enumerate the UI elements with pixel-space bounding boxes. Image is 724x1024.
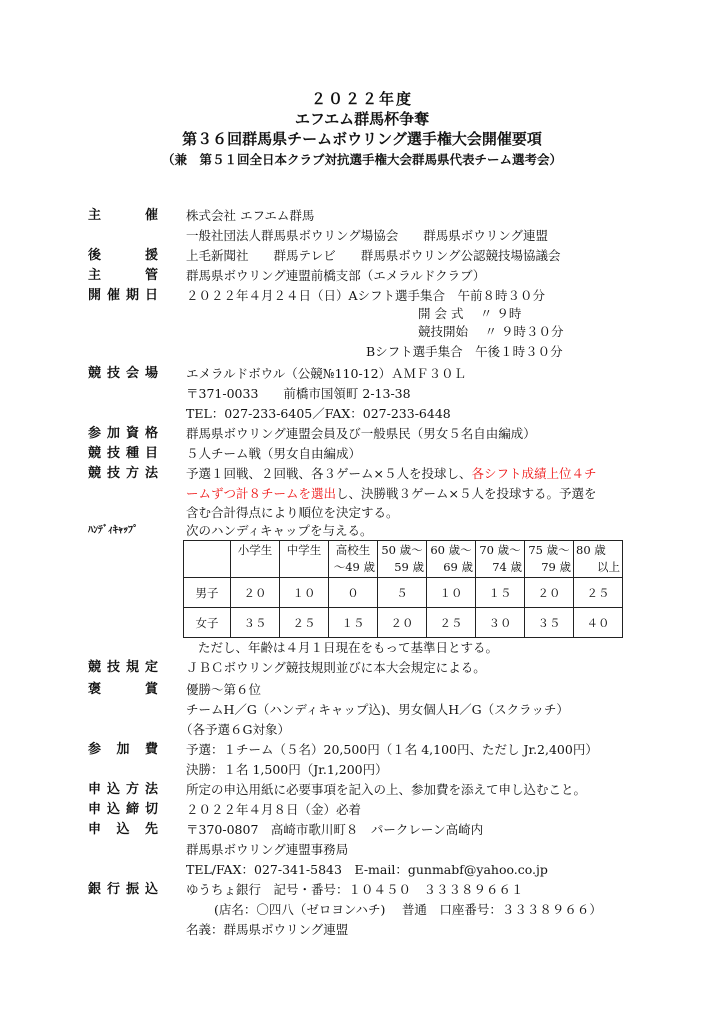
label-support: 後援 bbox=[88, 248, 158, 263]
label-host: 主催 bbox=[88, 208, 158, 223]
handicap-col-header: 60 歳～ 69 歳 bbox=[427, 541, 476, 578]
handicap-cell: ２５ bbox=[574, 578, 623, 608]
section-deadline bbox=[0, 800, 724, 820]
section-apply-to bbox=[0, 820, 724, 840]
section-method bbox=[0, 464, 724, 484]
handicap-cell: ３５ bbox=[525, 608, 574, 638]
awards-line-1: 優勝～第６位 bbox=[186, 682, 262, 697]
deadline-text: ２０２２年４月８日（金）必着 bbox=[186, 802, 362, 817]
handicap-col-header: 70 歳～ 74 歳 bbox=[476, 541, 525, 578]
handicap-col-header: 50 歳～ 59 歳 bbox=[378, 541, 427, 578]
handicap-cell: ３５ bbox=[231, 608, 280, 638]
bank-row-3 bbox=[0, 920, 724, 940]
handicap-corner-cell bbox=[184, 541, 231, 578]
date-line-3: 競技開始 〃 ９時３０分 bbox=[418, 324, 564, 339]
method-row-2 bbox=[0, 484, 724, 504]
handicap-cell: ３０ bbox=[476, 608, 525, 638]
venue-line-3: TEL：027-233-6405／FAX：027-233-6448 bbox=[186, 406, 451, 421]
handicap-cell: ２５ bbox=[280, 608, 329, 638]
label-venue: 競技会場 bbox=[88, 366, 158, 381]
section-eligibility bbox=[0, 424, 724, 444]
apply-method-text: 所定の申込用紙に必要事項を記入の上、参加費を添えて申し込むこと。 bbox=[186, 782, 587, 797]
title-sub: （兼 第５１回全日本クラブ対抗選手権大会群馬県代表チーム選考会） bbox=[161, 152, 562, 167]
date-row-3 bbox=[0, 322, 724, 342]
handicap-intro: 次のハンディキャップを与える。 bbox=[186, 523, 373, 538]
label-method: 競技方法 bbox=[88, 466, 158, 481]
awards-row-2 bbox=[0, 700, 724, 720]
method-line-2a-highlight: ームずつ計８チームを選出 bbox=[186, 486, 337, 501]
section-handicap bbox=[0, 521, 724, 541]
handicap-row-label: 女子 bbox=[184, 608, 231, 638]
section-date bbox=[0, 286, 724, 306]
section-venue bbox=[0, 364, 724, 384]
handicap-cell: １５ bbox=[329, 608, 378, 638]
handicap-cell: ２０ bbox=[231, 578, 280, 608]
label-event: 競技種目 bbox=[88, 446, 158, 461]
method-line-1b-highlight: 各シフト成績上位４チ bbox=[471, 466, 597, 481]
label-apply-method: 申込方法 bbox=[88, 782, 158, 797]
label-awards: 褒賞 bbox=[88, 682, 158, 697]
handicap-cell: ４０ bbox=[574, 608, 623, 638]
host-line-1: 株式会社 エフエム群馬 bbox=[186, 208, 315, 223]
date-row-4 bbox=[0, 342, 724, 362]
eligibility-text: 群馬県ボウリング連盟会員及び一般県民（男女５名自由編成） bbox=[186, 426, 536, 441]
label-fee: 参加費 bbox=[88, 742, 158, 757]
label-eligibility: 参加資格 bbox=[88, 426, 158, 441]
label-manage: 主管 bbox=[88, 268, 158, 283]
handicap-table bbox=[183, 540, 623, 638]
handicap-col-header: 小学生 bbox=[231, 541, 280, 578]
fee-line-1: 予選：１チーム（５名）20,500円（１名 4,100円、ただし Jr.2,400円） bbox=[186, 742, 598, 757]
bank-line-1: ゆうちょ銀行 記号・番号：１０４５０ ３３３８９６６１ bbox=[186, 882, 524, 897]
fee-line-2: 決勝：１名 1,500円（Jr.1,200円） bbox=[186, 762, 388, 777]
handicap-row-label: 男子 bbox=[184, 578, 231, 608]
section-fee bbox=[0, 740, 724, 760]
method-line-2b: し、決勝戦３ゲーム×５人を投球する。予選を bbox=[336, 486, 597, 501]
handicap-cell: ２０ bbox=[525, 578, 574, 608]
handicap-row-male bbox=[184, 578, 623, 608]
host-row-2 bbox=[0, 226, 724, 246]
handicap-cell: １５ bbox=[476, 578, 525, 608]
awards-row-3 bbox=[0, 720, 724, 740]
handicap-col-header: 80 歳 以上 bbox=[574, 541, 623, 578]
manage-text: 群馬県ボウリング連盟前橋支部（エメラルドクラブ） bbox=[186, 268, 486, 283]
handicap-note-row bbox=[0, 638, 724, 658]
label-deadline: 申込締切 bbox=[88, 802, 158, 817]
handicap-cell: ２０ bbox=[378, 608, 427, 638]
title-main: 第３６回群馬県チームボウリング選手権大会開催要項 bbox=[182, 130, 542, 148]
rules-text: ＪＢＣボウリング競技規則並びに本大会規定による。 bbox=[186, 660, 486, 675]
host-line-2: 一般社団法人群馬県ボウリング場協会 群馬県ボウリング連盟 bbox=[186, 228, 549, 243]
handicap-col-header: 75 歳～ 79 歳 bbox=[525, 541, 574, 578]
venue-row-2 bbox=[0, 384, 724, 404]
date-line-4: Bシフト選手集合 午後１時３０分 bbox=[366, 344, 563, 359]
method-line-1 bbox=[186, 464, 597, 484]
section-event bbox=[0, 444, 724, 464]
awards-line-3: （各予選６G対象） bbox=[180, 722, 290, 737]
bank-line-2: (店名：〇四八（ゼロヨンハチ) 普通 口座番号：３３３８９６６） bbox=[214, 902, 602, 917]
handicap-col-header: 中学生 bbox=[280, 541, 329, 578]
handicap-cell: ０ bbox=[329, 578, 378, 608]
apply-to-line-3: TEL/FAX：027-341-5843 E-mail：gunmabf@yahoo.co.jp bbox=[186, 862, 548, 877]
date-line-1: ２０２２年４月２４日（日）Aシフト選手集合 午前８時３０分 bbox=[186, 288, 546, 303]
apply-to-line-1: 〒370-0807 高崎市歌川町８ パークレーン高崎内 bbox=[186, 822, 484, 837]
handicap-row-female bbox=[184, 608, 623, 638]
section-manage bbox=[0, 266, 724, 286]
title-year: ２０２２年度 bbox=[310, 90, 413, 108]
label-handicap: ﾊﾝﾃﾞｨｷｬｯﾌﾟ bbox=[88, 525, 138, 536]
venue-line-1: エメラルドボウル（公競№110-12）ＡＭＦ３０Ｌ bbox=[186, 366, 467, 381]
bank-line-3: 名義：群馬県ボウリング連盟 bbox=[186, 922, 349, 937]
support-text: 上毛新聞社 群馬テレビ 群馬県ボウリング公認競技場協議会 bbox=[186, 248, 561, 263]
handicap-cell: ５ bbox=[378, 578, 427, 608]
apply-to-line-2: 群馬県ボウリング連盟事務局 bbox=[186, 842, 349, 857]
label-apply-to: 申込先 bbox=[88, 822, 158, 837]
method-line-2 bbox=[186, 484, 597, 504]
apply-to-row-3 bbox=[0, 860, 724, 880]
section-support bbox=[0, 246, 724, 266]
method-line-3: 含む合計得点により順位を決定する。 bbox=[186, 505, 399, 520]
apply-to-row-2 bbox=[0, 840, 724, 860]
method-line-1a: 予選１回戦、２回戦、各３ゲーム×５人を投球し、 bbox=[186, 466, 472, 481]
section-bank bbox=[0, 880, 724, 900]
fee-row-2 bbox=[0, 760, 724, 780]
section-apply-method bbox=[0, 780, 724, 800]
section-host bbox=[0, 206, 724, 226]
handicap-header-row bbox=[184, 541, 623, 578]
label-date: 開催期日 bbox=[88, 288, 158, 303]
handicap-cell: ２５ bbox=[427, 608, 476, 638]
section-rules bbox=[0, 658, 724, 678]
section-awards bbox=[0, 680, 724, 700]
method-row-3 bbox=[0, 503, 724, 523]
title-cup: エフエム群馬杯争奪 bbox=[294, 110, 430, 128]
handicap-note: ただし、年齢は４月１日現在をもって基準日とする。 bbox=[198, 640, 499, 655]
venue-line-2: 〒371-0033 前橋市国領町 2-13-38 bbox=[186, 386, 411, 401]
handicap-col-header: 高校生 ～49 歳 bbox=[329, 541, 378, 578]
venue-row-3 bbox=[0, 404, 724, 424]
date-row-2 bbox=[0, 304, 724, 324]
handicap-cell: １０ bbox=[280, 578, 329, 608]
handicap-cell: １０ bbox=[427, 578, 476, 608]
awards-line-2: チームH／G（ハンディキャップ込)、男女個人H／G（スクラッチ） bbox=[186, 702, 569, 717]
bank-row-2 bbox=[0, 900, 724, 920]
label-rules: 競技規定 bbox=[88, 660, 158, 675]
label-bank: 銀行振込 bbox=[88, 882, 158, 897]
date-line-2: 開 会 式 〃 ９時 bbox=[418, 306, 522, 321]
event-text: ５人チーム戦（男女自由編成） bbox=[186, 446, 362, 461]
